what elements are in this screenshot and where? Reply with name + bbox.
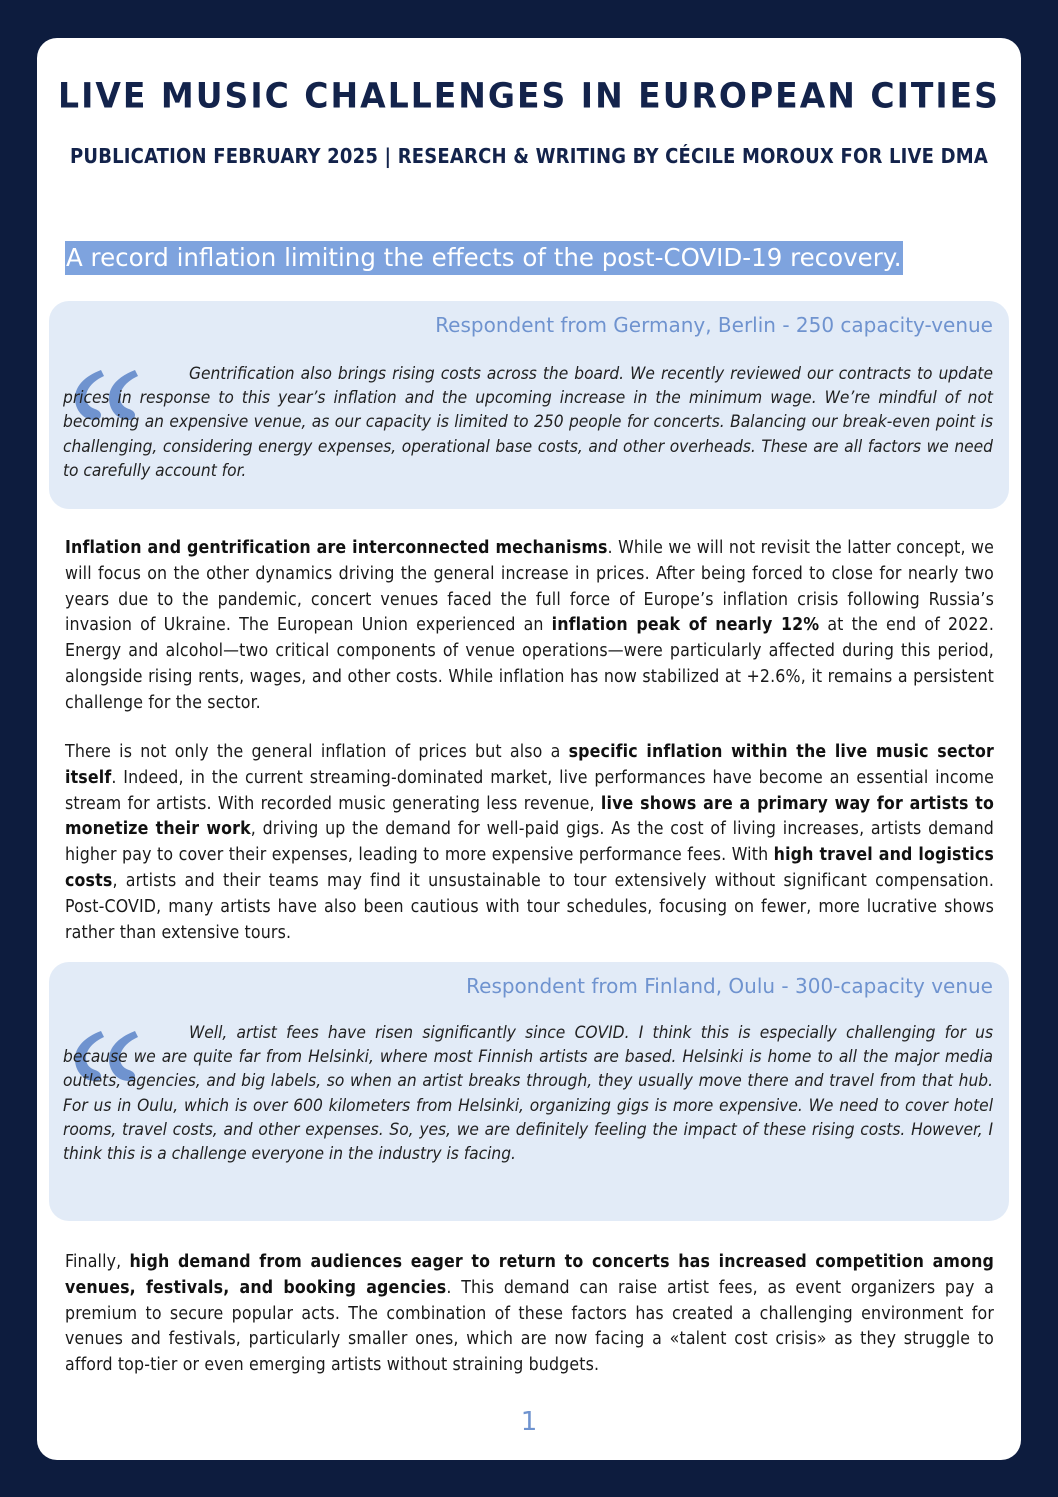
quote-text: Gentrification also brings rising costs across the board. We recently reviewed our contracts to update prices in response to this year’s inflation and the upcoming increase in the minimum wage. We’re mindful of not becoming an expensive venue, as our capacity is limited to 250 people for concerts. Balancing our break-even point is challenging, considering energy expenses, operational base costs, and other overheads. These are all factors we need to carefully account for. [63,364,993,481]
text-span: , driving up the demand for well-paid gigs. As the cost of living increases, artists demand higher pay to cover their expenses, leading to more expensive performance fees. With [65,819,994,866]
bold-phrase: specific inflation within the live music sector itself [65,742,994,788]
body-paragraph [65,536,994,717]
text-span: . Indeed, in the current streaming-dominated market, live performances have become an essential income stream for artists. With recorded music generating less revenue, [65,767,994,814]
quote-box-germany [49,301,1009,509]
quote-box-finland [49,962,1009,1221]
text-span: Finally, [65,1252,130,1272]
quote-respondent: Respondent from Germany, Berlin - 250 capacity-venue [435,313,993,337]
document-page [37,38,1021,1460]
body-paragraph [65,1250,994,1379]
text-span: , artists and their teams may find it unsustainable to tour extensively without significant compensation. Post-COVID, many artists have also been cautious with tour schedules, focusing on fewer, more lucrative shows rather than extensive tours. [65,870,994,943]
quote-respondent: Respondent from Finland, Oulu - 300-capacity venue [466,974,993,998]
bold-phrase: high travel and logistics costs [65,845,994,891]
quote-text: Well, artist fees have risen significantly since COVID. I think this is especially challenging for us because we are quite far from Helsinki, where most Finnish artists are based. Helsinki is home to all the major media outlets, agencies, and big labels, so when an artist breaks through, they usually move there and travel from that hub. For us in Oulu, which is over 600 kilometers from Helsinki, organizing gigs is more expensive. We need to cover hotel rooms, travel costs, and other expenses. So, yes, we are definitely feeling the impact of these rising costs. However, I think this is a challenge everyone in the industry is facing. [63,1023,993,1165]
text-span: There is not only the general inflation of prices but also a [65,742,569,762]
bold-phrase: Inflation and gentrification are interconnected mechanisms [65,538,608,558]
page-number: 1 [520,1407,538,1437]
text-span: . This demand can raise artist fees, as event organizers pay a premium to secure popular acts. The combination of these factors has created a challenging environment for venues and festivals, particularly smaller ones, which are now facing a «talent cost crisis» as they struggle to afford top-tier or even emerging artists without straining budgets. [65,1277,995,1376]
section-heading: A record inflation limiting the effects of the post-COVID-19 recovery. [65,241,903,275]
text-span: . While we will not revisit the latter concept, we will focus on the other dynamics driving the general increase in prices. After being forced to close for nearly two years due to the pandemic, concert venues faced the full force of Europe’s inflation crisis following Russia’s invasion of Ukraine. The European Union experienced an [65,538,994,636]
document-title: LIVE MUSIC CHALLENGES IN EUROPEAN CITIES [58,75,1000,116]
bold-phrase: live shows are a primary way for artists to monetize their work [65,793,994,840]
text-span: at the end of 2022. Energy and alcohol—two critical components of venue operations—were particularly affected during this period, alongside rising rents, wages, and other costs. While inflation has now stabilized at +2.6%, it remains a persistent challenge for the sector. [65,615,994,713]
document-subtitle: PUBLICATION FEBRUARY 2025 | RESEARCH & WRITING BY CÉCILE MOROUX FOR LIVE DMA [70,144,988,168]
bold-phrase: high demand from audiences eager to return to concerts has increased competition among venues, festivals, and booking agencies [65,1252,994,1298]
bold-phrase: inflation peak of nearly 12% [551,615,820,636]
body-paragraph [65,740,994,946]
